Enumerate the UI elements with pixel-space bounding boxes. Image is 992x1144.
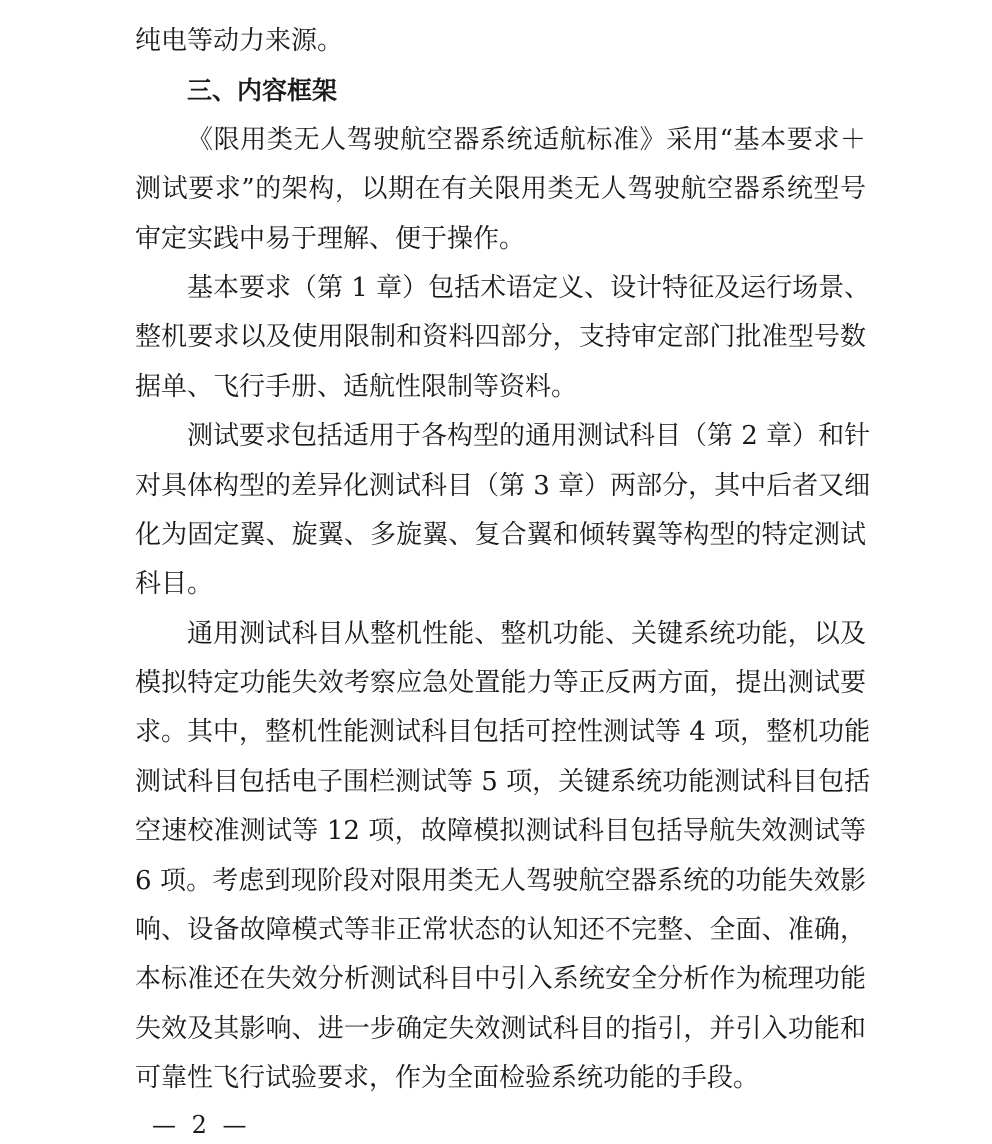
text-line: 据单、飞行手册、适航性限制等资料。 bbox=[135, 371, 578, 402]
text-line: 对具体构型的差异化测试科目（第 3 章）两部分，其中后者又细 bbox=[135, 470, 871, 501]
text-line: 测试要求包括适用于各构型的通用测试科目（第 2 章）和针 bbox=[187, 421, 871, 452]
text-line: 测试要求”的架构，以期在有关限用类无人驾驶航空器系统型号 bbox=[135, 174, 866, 205]
text-line: 《限用类无人驾驶航空器系统适航标准》采用“基本要求＋ bbox=[187, 124, 866, 155]
text-line: 模拟特定功能失效考察应急处置能力等正反两方面，提出测试要 bbox=[135, 668, 866, 699]
text-line: 通用测试科目从整机性能、整机功能、关键系统功能，以及 bbox=[187, 618, 866, 649]
text-line: 响、设备故障模式等非正常状态的认知还不完整、全面、准确， bbox=[135, 915, 866, 946]
paragraph bbox=[135, 264, 871, 412]
paragraph bbox=[135, 17, 866, 66]
document-body bbox=[135, 17, 871, 1104]
paragraph bbox=[135, 116, 866, 264]
text-line: 可靠性飞行试验要求，作为全面检验系统功能的手段。 bbox=[135, 1063, 760, 1094]
page-number: — 2 — bbox=[152, 1111, 251, 1139]
paragraph bbox=[135, 610, 871, 1104]
text-line: 基本要求（第 1 章）包括术语定义、设计特征及运行场景、 bbox=[187, 272, 871, 303]
text-line: 审定实践中易于理解、便于操作。 bbox=[135, 223, 526, 254]
text-line: 整机要求以及使用限制和资料四部分，支持审定部门批准型号数 bbox=[135, 322, 866, 353]
text-line: 6 项。考虑到现阶段对限用类无人驾驶航空器系统的功能失效影 bbox=[135, 865, 866, 896]
text-line: 空速校准测试等 12 项，故障模拟测试科目包括导航失效测试等 bbox=[135, 816, 866, 847]
text-line: 失效及其影响、进一步确定失效测试科目的指引，并引入功能和 bbox=[135, 1013, 866, 1044]
text-line: 科目。 bbox=[135, 569, 214, 600]
paragraph bbox=[135, 412, 871, 610]
text-line: 测试科目包括电子围栏测试等 5 项，关键系统功能测试科目包括 bbox=[135, 766, 871, 797]
text-line: 本标准还在失效分析测试科目中引入系统安全分析作为梳理功能 bbox=[135, 964, 866, 995]
text-line: 三、内容框架 bbox=[187, 76, 338, 106]
section-heading bbox=[135, 66, 866, 115]
text-line: 化为固定翼、旋翼、多旋翼、复合翼和倾转翼等构型的特定测试 bbox=[135, 519, 866, 550]
text-line: 纯电等动力来源。 bbox=[135, 26, 344, 56]
text-line: 求。其中，整机性能测试科目包括可控性测试等 4 项，整机功能 bbox=[135, 717, 871, 748]
